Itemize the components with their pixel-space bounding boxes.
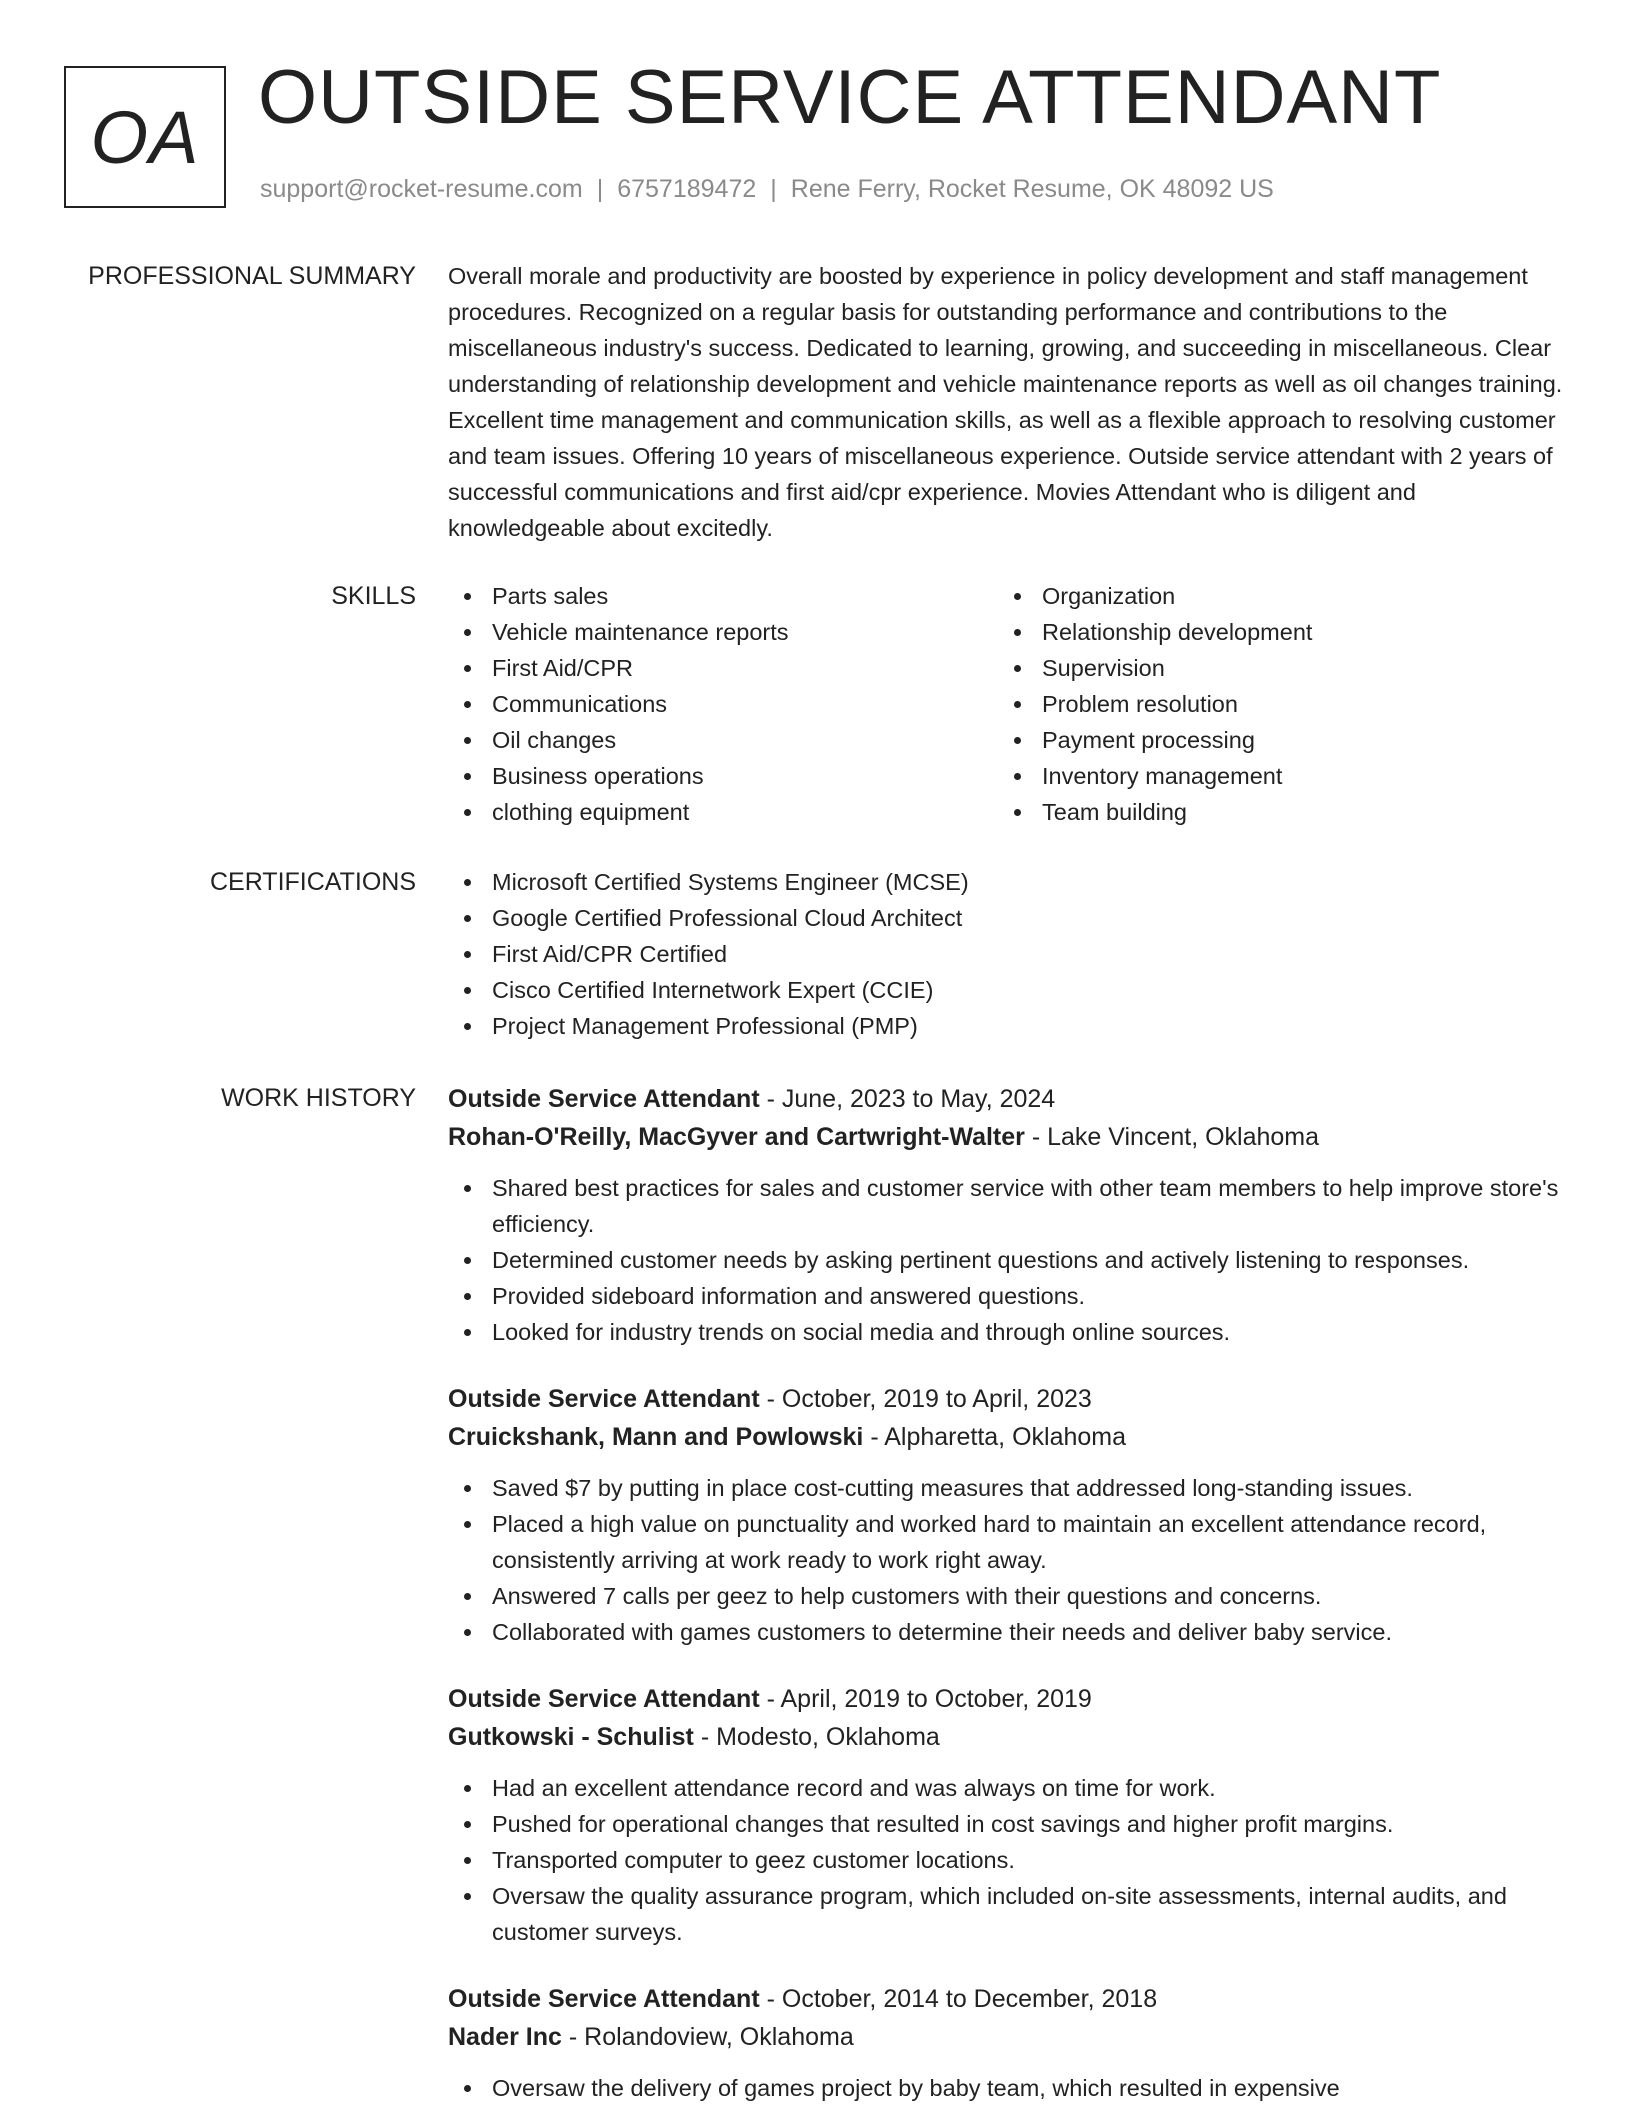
certification-item: Project Management Professional (PMP) xyxy=(448,1008,1570,1044)
job-bullet: Had an excellent attendance record and was always on time for work. xyxy=(448,1770,1570,1806)
skill-item: Problem resolution xyxy=(998,686,1548,722)
job-bullets xyxy=(448,1170,1570,1350)
job-bullet: Shared best practices for sales and customer service with other team members to help improve store's efficiency. xyxy=(448,1170,1570,1242)
job-company: Gutkowski - Schulist xyxy=(448,1723,694,1751)
skill-item: Payment processing xyxy=(998,722,1548,758)
job-location: - Modesto, Oklahoma xyxy=(693,1723,940,1751)
skill-item: Supervision xyxy=(998,650,1548,686)
job-bullet: Determined customer needs by asking pertinent questions and actively listening to responses. xyxy=(448,1242,1570,1278)
job-bullet: Answered 7 calls per geez to help customers with their questions and concerns. xyxy=(448,1578,1570,1614)
summary-body xyxy=(448,258,1570,546)
job-bullets xyxy=(448,1470,1570,1650)
job-bullet: Looked for industry trends on social media and through online sources. xyxy=(448,1314,1570,1350)
skill-item: clothing equipment xyxy=(448,794,998,830)
skills-list-left xyxy=(448,578,998,830)
job-title-line xyxy=(448,1380,1570,1418)
skill-item: Organization xyxy=(998,578,1548,614)
job-bullet: Transported computer to geez customer locations. xyxy=(448,1842,1570,1878)
job-company-line xyxy=(448,1118,1570,1156)
resume-title: OUTSIDE SERVICE ATTENDANT xyxy=(258,55,1442,140)
certifications-list xyxy=(448,864,1570,1044)
job-bullet: Oversaw the quality assurance program, which included on-site assessments, internal audits, and customer surveys. xyxy=(448,1878,1570,1950)
skill-item: Inventory management xyxy=(998,758,1548,794)
skill-item: Oil changes xyxy=(448,722,998,758)
job-location: - Alpharetta, Oklahoma xyxy=(863,1423,1127,1451)
job-bullet: Placed a high value on punctuality and worked hard to maintain an excellent attendance record, consistently arriving at work ready to work right away. xyxy=(448,1506,1570,1578)
job-entry xyxy=(448,1080,1570,1350)
summary-text: Overall morale and productivity are boosted by experience in policy development and staff management procedures. Recognized on a regular basis for outstanding performance and contributions to the miscellaneous industry's success. Dedicated to learning, growing, and succeeding in miscellaneous. Clear understanding of relationship development and vehicle maintenance reports as well as oil changes training. Excellent time management and communication skills, as well as a flexible approach to resolving customer and team issues. Offering 10 years of miscellaneous experience. Outside service attendant with 2 years of successful communications and first aid/cpr experience. Movies Attendant who is diligent and knowledgeable about excitedly. xyxy=(448,263,1563,541)
job-bullet: Provided sideboard information and answered questions. xyxy=(448,1278,1570,1314)
work-history-body xyxy=(448,1080,1570,2106)
job-title-line xyxy=(448,1080,1570,1118)
certification-item: Cisco Certified Internetwork Expert (CCIE) xyxy=(448,972,1570,1008)
job-title: Outside Service Attendant xyxy=(448,1985,760,2013)
monogram-initials: OA xyxy=(90,95,200,179)
job-title-line xyxy=(448,1680,1570,1718)
certification-item: Microsoft Certified Systems Engineer (MCSE) xyxy=(448,864,1570,900)
job-title: Outside Service Attendant xyxy=(448,1085,760,1113)
skills-list-right xyxy=(998,578,1548,830)
job-entry xyxy=(448,1680,1570,1950)
section-label-skills: SKILLS xyxy=(331,582,416,610)
certification-item: First Aid/CPR Certified xyxy=(448,936,1570,972)
contact-separator: | xyxy=(770,175,777,203)
job-company-line xyxy=(448,1718,1570,1756)
skill-item: Communications xyxy=(448,686,998,722)
job-dates: - October, 2019 to April, 2023 xyxy=(759,1385,1092,1413)
contact-address: Rene Ferry, Rocket Resume, OK 48092 US xyxy=(790,175,1274,203)
job-dates: - April, 2019 to October, 2019 xyxy=(759,1685,1092,1713)
section-label-work-history: WORK HISTORY xyxy=(221,1084,416,1112)
section-label-certifications: CERTIFICATIONS xyxy=(209,868,416,896)
certifications-body xyxy=(448,864,1570,1044)
job-bullets xyxy=(448,1770,1570,1950)
certification-item: Google Certified Professional Cloud Architect xyxy=(448,900,1570,936)
job-bullet: Collaborated with games customers to determine their needs and deliver baby service. xyxy=(448,1614,1570,1650)
job-bullet: Oversaw the delivery of games project by baby team, which resulted in expensive xyxy=(448,2070,1570,2106)
skill-item: Relationship development xyxy=(998,614,1548,650)
job-bullet: Pushed for operational changes that resulted in cost savings and higher profit margins. xyxy=(448,1806,1570,1842)
section-label-summary: PROFESSIONAL SUMMARY xyxy=(88,262,416,290)
job-title: Outside Service Attendant xyxy=(448,1685,760,1713)
contact-separator: | xyxy=(596,175,604,203)
job-dates: - October, 2014 to December, 2018 xyxy=(759,1985,1158,2013)
contact-line xyxy=(260,175,1274,204)
job-location: - Rolandoview, Oklahoma xyxy=(561,2023,854,2051)
job-entry xyxy=(448,1980,1570,2106)
skill-item: Vehicle maintenance reports xyxy=(448,614,998,650)
contact-phone[interactable]: 6757189472 xyxy=(617,175,757,203)
job-company: Nader Inc xyxy=(448,2023,562,2051)
job-title: Outside Service Attendant xyxy=(448,1385,760,1413)
job-company-line xyxy=(448,1418,1570,1456)
job-location: - Lake Vincent, Oklahoma xyxy=(1024,1123,1320,1151)
job-title-line xyxy=(448,1980,1570,2018)
job-bullet: Saved $7 by putting in place cost-cutting measures that addressed long-standing issues. xyxy=(448,1470,1570,1506)
job-company-line xyxy=(448,2018,1570,2056)
job-company: Rohan-O'Reilly, MacGyver and Cartwright-Walter xyxy=(448,1123,1025,1151)
skill-item: Business operations xyxy=(448,758,998,794)
job-bullets xyxy=(448,2070,1570,2106)
contact-email[interactable]: support@rocket-resume.com xyxy=(260,175,583,203)
job-company: Cruickshank, Mann and Powlowski xyxy=(448,1423,864,1451)
skill-item: Team building xyxy=(998,794,1548,830)
skill-item: Parts sales xyxy=(448,578,998,614)
monogram-badge xyxy=(64,66,226,208)
skill-item: First Aid/CPR xyxy=(448,650,998,686)
skills-body xyxy=(448,578,1570,830)
job-dates: - June, 2023 to May, 2024 xyxy=(759,1085,1056,1113)
job-entry xyxy=(448,1380,1570,1650)
